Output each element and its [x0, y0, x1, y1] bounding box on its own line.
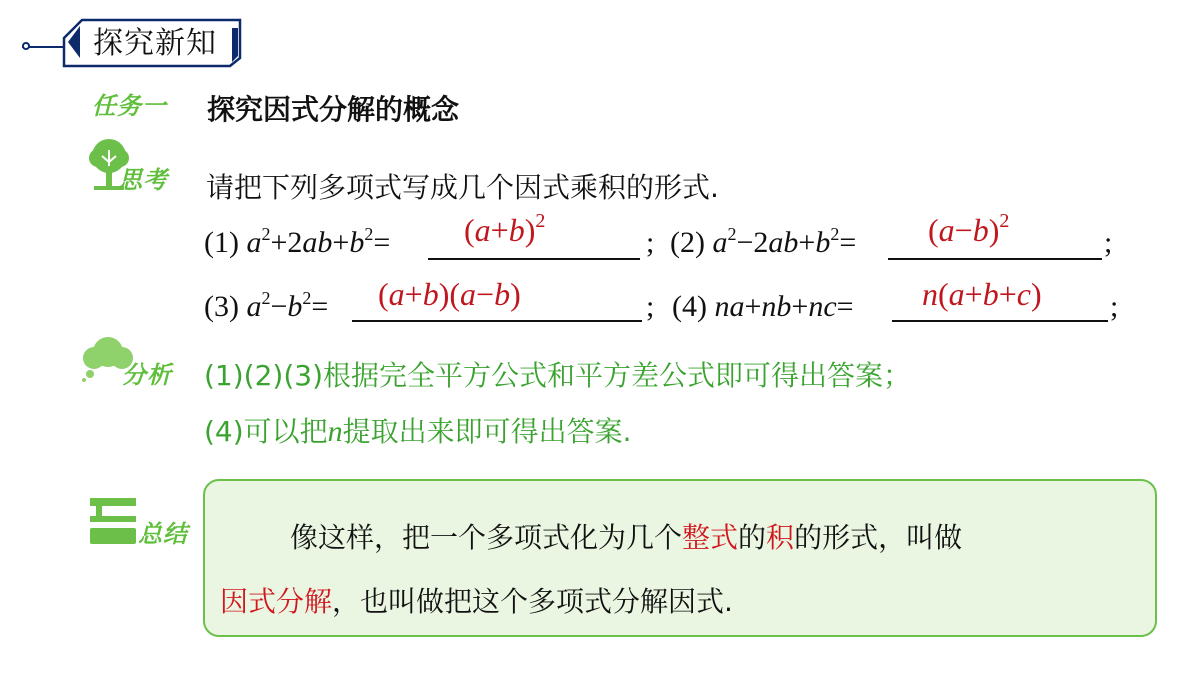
analysis-line-1: (1)(2)(3)根据完全平方公式和平方差公式即可得出答案； — [204, 359, 911, 392]
item-4-blank — [892, 320, 1108, 322]
summary-stack-icon — [88, 496, 138, 546]
item-1-answer: $(a+b)^2$ — [464, 210, 546, 248]
item-3-expression: (3) $a^2-b^2=$ — [204, 288, 329, 323]
summary-line-1: 像这样，把一个多项式化为几个整式的积的形式，叫做 — [290, 521, 963, 554]
item-3-semicolon: ; — [646, 290, 655, 323]
think-label: 思考 — [118, 166, 168, 194]
item-2-answer: $(a-b)^2$ — [928, 210, 1010, 248]
item-1-semicolon: ; — [646, 226, 655, 259]
think-prompt: 请把下列多项式写成几个因式乘积的形式. — [206, 171, 719, 204]
analysis-label: 分析 — [122, 361, 172, 389]
task-label: 任务一 — [92, 92, 167, 120]
summary-line-2: 因式分解，也叫做把这个多项式分解因式. — [220, 585, 733, 618]
task-title: 探究因式分解的概念 — [207, 93, 460, 126]
item-4-answer: n(a+b+c) — [922, 276, 1042, 312]
item-1-blank — [428, 258, 640, 260]
item-4-expression: (4) na+nb+nc= — [672, 290, 854, 323]
summary-label: 总结 — [138, 520, 188, 548]
item-2-blank — [888, 258, 1102, 260]
item-3-blank — [352, 320, 642, 322]
item-1-expression: (1) $a^2+2ab+b^2=$ — [204, 224, 391, 259]
item-4-semicolon: ; — [1110, 290, 1119, 323]
header-title: 探究新知 — [93, 26, 217, 61]
analysis-line-2: (4)可以把n提取出来即可得出答案. — [204, 415, 632, 448]
item-2-semicolon: ; — [1104, 226, 1113, 259]
item-3-answer: (a+b)(a−b) — [378, 276, 521, 312]
item-2-expression: (2) $a^2-2ab+b^2=$ — [670, 224, 857, 259]
header-connector-dot — [22, 42, 30, 50]
